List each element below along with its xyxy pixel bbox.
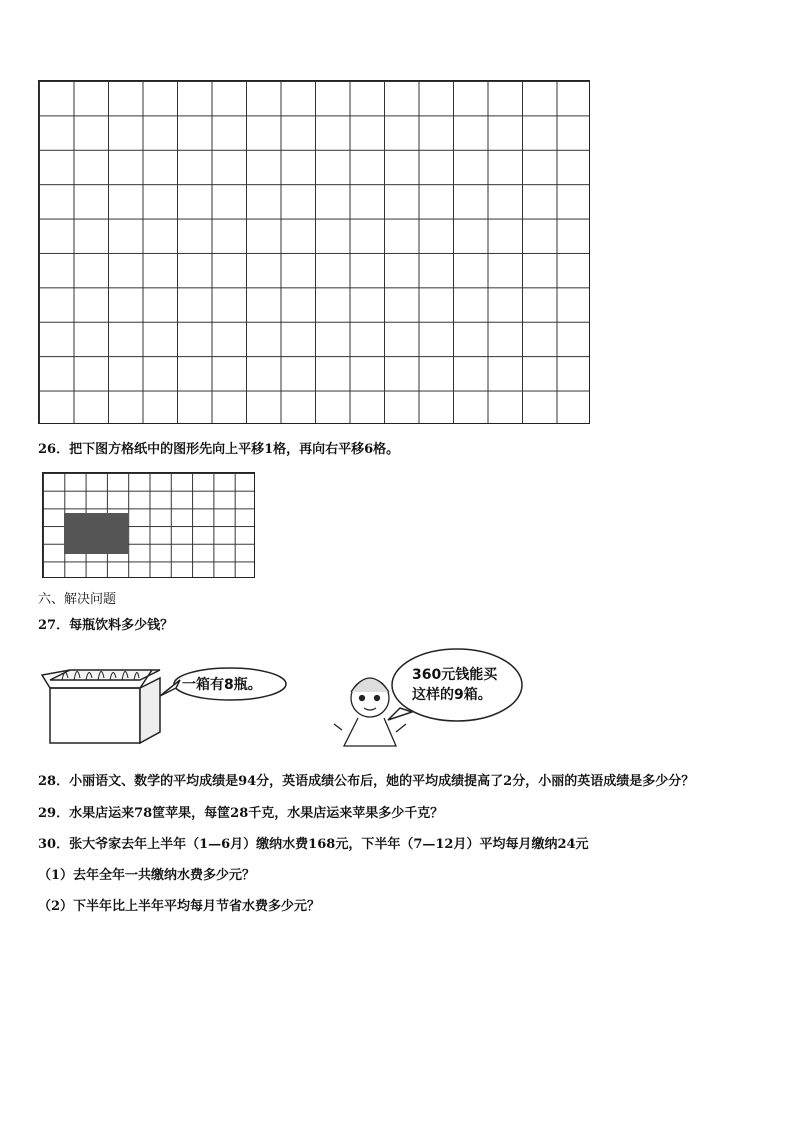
question-30-part2: （2）下半年比上半年平均每月节省水费多少元？ (38, 899, 321, 914)
question-30-part1: （1）去年全年一共缴纳水费多少元？ (38, 868, 256, 883)
girl-speech-bubble (388, 649, 522, 721)
question-29: 29．水果店运来78筐苹果，每筐28千克，水果店运来苹果多少千克？ (38, 806, 444, 821)
section-heading: 六、解决问题 (38, 592, 117, 607)
girl-bubble-line1: 360元钱能买 (412, 667, 498, 683)
shaded-rectangle (64, 513, 128, 554)
illustration (40, 640, 560, 755)
box-bubble-text: 一箱有8瓶。 (182, 677, 262, 693)
question-26: 26．把下图方格纸中的图形先向上平移1格，再向右平移6格。 (38, 442, 400, 457)
bottle-box-icon (42, 670, 160, 743)
question-30: 30．张大爷家去年上半年（1—6月）缴纳水费168元，下半年（7—12月）平均每月缴纳24元 (38, 837, 589, 852)
blank-grid (38, 80, 590, 424)
girl-bubble-line2: 这样的9箱。 (412, 687, 492, 703)
shape-grid (42, 472, 255, 578)
question-27: 27．每瓶饮料多少钱？ (38, 618, 174, 633)
question-28: 28．小丽语文、数学的平均成绩是94分，英语成绩公布后，她的平均成绩提高了2分，小丽的英语成绩是多少分？ (38, 774, 695, 789)
